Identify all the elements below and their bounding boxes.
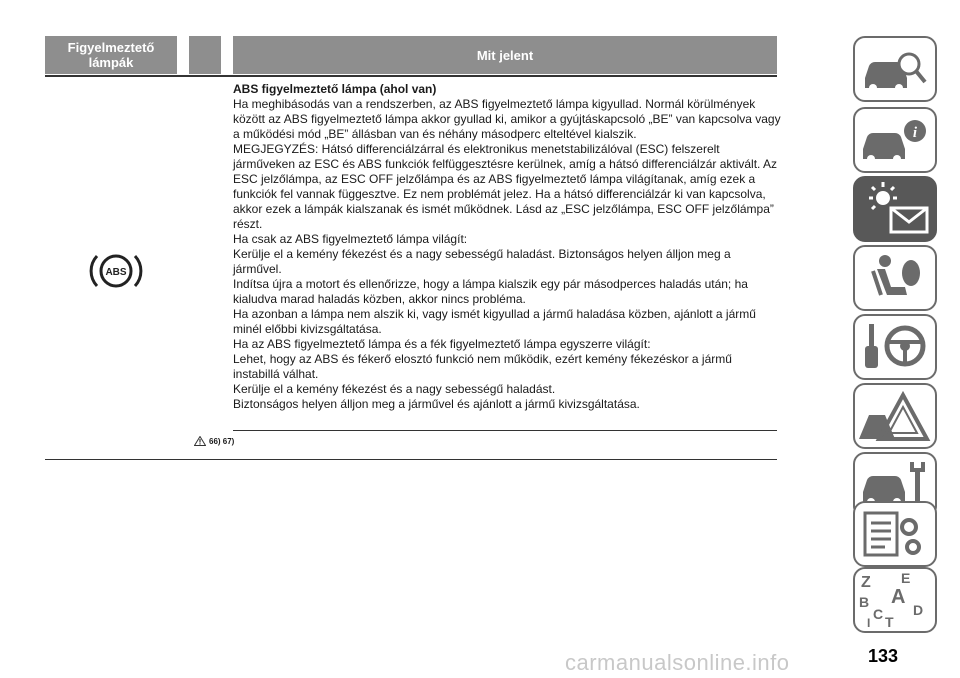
paragraph: Kerülje el a kemény fékezést és a nagy sebességű haladást. Biztonságos helyen álljon meg a járművel. (233, 247, 731, 276)
header-meaning: Mit jelent (233, 36, 777, 74)
page-number: 133 (868, 646, 899, 666)
row-divider (233, 430, 777, 431)
paragraph: Ha csak az ABS figyelmeztető lámpa világít: (233, 232, 468, 246)
abs-warning-icon (85, 240, 147, 302)
reference-numbers: 66) 67) (209, 436, 235, 446)
alphabet-index-icon (855, 569, 935, 631)
car-search-icon (855, 38, 935, 100)
svg-text:C: C (873, 606, 884, 622)
tab-starting-driving[interactable] (853, 314, 937, 380)
tab-technical-data[interactable] (853, 501, 937, 567)
table-bottom-divider (45, 459, 777, 460)
reference-notes (194, 436, 234, 446)
warning-light-message-icon (855, 178, 935, 240)
svg-text:B: B (859, 594, 870, 610)
road-warning-triangle-icon (855, 385, 935, 447)
header-warning-lamps: Figyelmeztető lámpák (45, 36, 177, 74)
abs-label: ABS (105, 267, 127, 278)
tab-car-info[interactable] (853, 107, 937, 173)
paragraph: Kerülje el a kemény fékezést és a nagy sebességű haladást. (233, 382, 556, 396)
tab-alphabetical-index[interactable] (853, 567, 937, 633)
warning-triangle-icon (194, 436, 206, 446)
watermark: carmanualsonline.info (565, 650, 790, 675)
seat-airbag-icon (855, 247, 935, 309)
svg-text:T: T (885, 614, 894, 630)
spec-list-gears-icon (855, 503, 935, 565)
paragraph: Indítsa újra a motort és ellenőrizze, hogy a lámpa kialszik egy pár másodperces haladás után; ha kialudva marad haladás közben, akkor nincs probléma. (233, 277, 748, 306)
paragraph: Ha az ABS figyelmeztető lámpa és a fék figyelmeztető lámpa egyszerre világít: (233, 337, 651, 351)
svg-text:Z: Z (861, 574, 871, 591)
svg-text:i: i (912, 125, 918, 141)
tab-emergency[interactable] (853, 383, 937, 449)
header-blank-column (189, 36, 221, 74)
svg-text:I: I (867, 616, 871, 630)
paragraph: Ha azonban a lámpa nem alszik ki, vagy ismét kigyullad a jármű haladása közben, ajánlott a jármű minél előbbi kivizsgáltatása. (233, 307, 756, 336)
tab-car-search[interactable] (853, 36, 937, 102)
section-title: ABS figyelmeztető lámpa (ahol van) (233, 82, 437, 96)
paragraph: Ha meghibásodás van a rendszerben, az ABS figyelmeztető lámpa kigyullad. Normál körülmények között az ABS figyelmeztető lámpa akkor gyullad ki, amikor a gyújtáskapcsoló „BE” van kapcsolva vagy a működési mód „BE” állásban van és néhány másodperc elteltével kialszik. (233, 97, 781, 141)
key-steering-wheel-icon (855, 316, 935, 378)
paragraph: Lehet, hogy az ABS és fékerő elosztó funkció nem működik, ezért kemény fékezéskor a jármű instabillá válhat. (233, 352, 732, 381)
tab-safety[interactable] (853, 245, 937, 311)
svg-text:D: D (913, 602, 924, 618)
header-divider (45, 75, 777, 77)
svg-text:E: E (901, 570, 911, 586)
paragraph: Biztonságos helyen álljon meg a járművel és ajánlott a jármű kivizsgáltatása. (233, 397, 640, 411)
car-info-icon (855, 109, 935, 171)
tab-warning-lights[interactable] (853, 176, 937, 242)
paragraph: MEGJEGYZÉS: Hátsó differenciálzárral és elektronikus menetstabilizálóval (ESC) felszerelt járműveken az ESC és ABS funkciók felfüggesztésre kerülnek, amíg a hátsó differenciálzár aktivált. Az ESC jelzőlámpa, az ESC OFF jelzőlámpa és az ABS figyelmeztető lámpa világítanak, amíg ezek a funkciók fel vannak függesztve. Ez nem problémát jelez. Ha a hátsó differenciálzár ki van kapcsolva, akkor ezek a lámpák kialszanak és ismét működnek. Lásd az „ESC jelzőlámpa, ESC OFF jelzőlámpa” részt. (233, 142, 778, 231)
svg-text:A: A (891, 586, 906, 608)
description-text (233, 82, 781, 412)
